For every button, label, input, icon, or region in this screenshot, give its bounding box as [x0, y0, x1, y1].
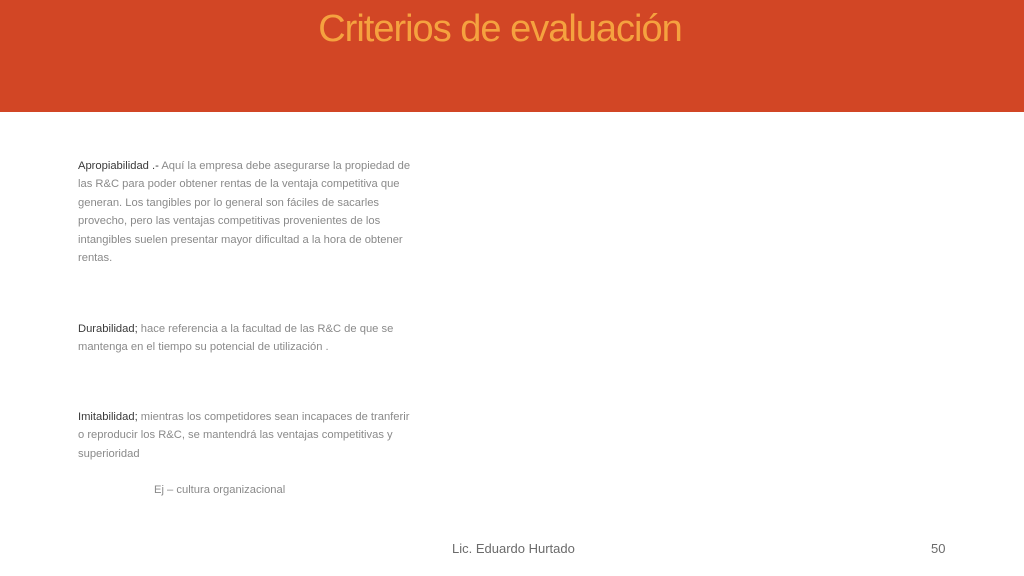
- criterion-imitabilidad: [78, 408, 418, 463]
- criterion-term: Imitabilidad;: [78, 411, 138, 423]
- criterion-description: mientras los competidores sean incapaces de tranferir o reproducir los R&C, se mantendrá las ventajas competitivas y superioridad: [78, 411, 410, 460]
- title-banner: [0, 0, 1024, 112]
- footer-author: Lic. Eduardo Hurtado: [452, 541, 575, 556]
- criterion-description: Aquí la empresa debe asegurarse la propiedad de las R&C para poder obtener rentas de la ventaja competitiva que generan. Los tangibles por lo general son fáciles de sacarles provecho, pero las ventajas competitivas provenientes de los intangibles suelen presentar mayor dificultad a la hora de obtener rentas.: [78, 160, 411, 265]
- criterion-durabilidad: [78, 320, 418, 357]
- criterion-term: Apropiabilidad .-: [78, 160, 159, 172]
- page-number: 50: [931, 541, 946, 556]
- criterion-term: Durabilidad;: [78, 323, 138, 335]
- criterion-apropiabilidad: [78, 157, 418, 267]
- example-note: Ej – cultura organizacional: [154, 484, 286, 496]
- slide-title: Criterios de evaluación: [318, 8, 682, 50]
- criterion-description: hace referencia a la facultad de las R&C de que se mantenga en el tiempo su potencial de utilización .: [78, 323, 394, 354]
